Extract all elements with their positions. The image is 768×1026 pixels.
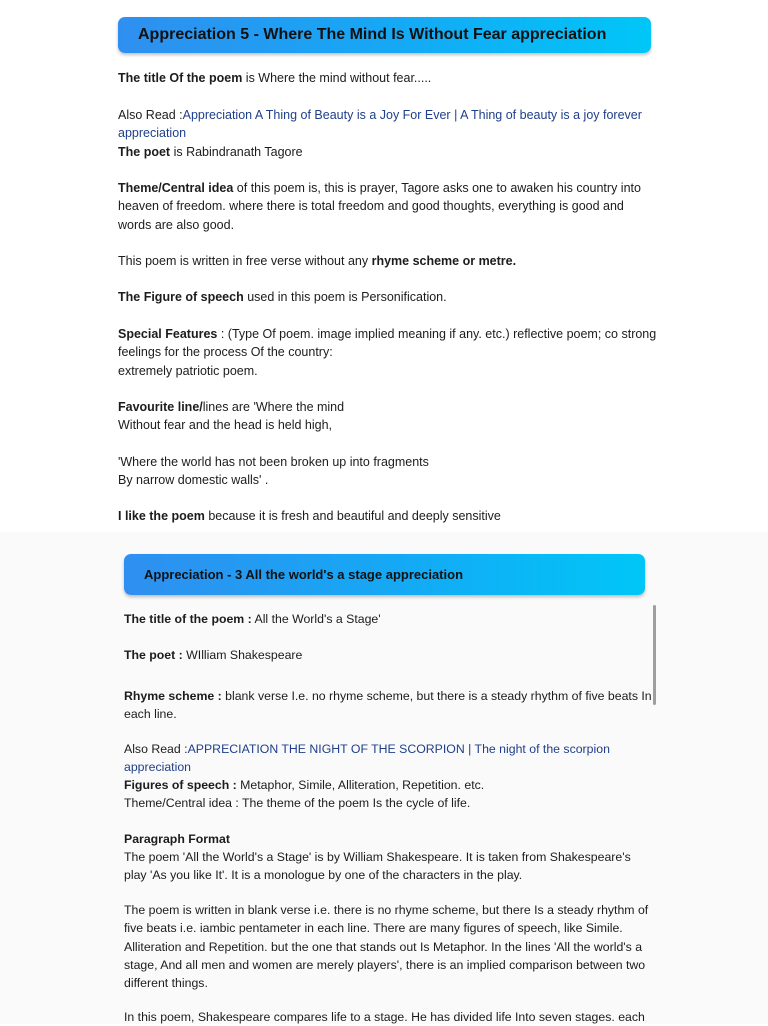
quote-lines: 'Where the world has not been broken up into fragments By narrow domestic walls' . xyxy=(118,455,429,488)
appreciation-3-section xyxy=(0,532,768,1024)
appreciation-5-banner xyxy=(118,17,651,53)
favourite-lines: Favourite line/lines are 'Where the mind Without fear and the head is held high, xyxy=(118,400,345,433)
rhyme-scheme-paragraph: Rhyme scheme : blank verse I.e. no rhyme scheme, but there is a steady rhythm of five beats In each line. xyxy=(124,689,652,722)
like-line: I like the poem because it is fresh and beautiful and deeply sensitive xyxy=(118,509,501,523)
also-read-line: Also Read :APPRECIATION THE NIGHT OF THE SCORPION | The night of the scorpion appreciation xyxy=(124,742,610,775)
appreciation-3-banner xyxy=(124,554,645,595)
theme-paragraph: Theme/Central idea of this poem is, this is prayer, Tagore asks one to awaken his country into heaven of freedom. where there is total freedom and good thoughts, everything is good and words are also good. xyxy=(118,181,641,232)
verse-line: This poem is written in free verse without any rhyme scheme or metre. xyxy=(118,254,517,268)
paragraph-2: The poem is written in blank verse i.e. there is no rhyme scheme, but there Is a steady rhythm of five beats i.e. iambic pentameter in each line. There are many figures of speech, like Simile. Alliteration and Repetition. but the one that stands out Is Metaphor. In the lines 'All the world's a stage, And all men and women are merely players', there is an implied comparison between two different things. xyxy=(124,903,649,991)
poem-title-line: The title Of the poem is Where the mind without fear..... xyxy=(118,71,432,85)
also-read-link[interactable]: Appreciation A Thing of Beauty is a Joy For Ever | A Thing of beauty is a joy forever appreciation xyxy=(118,108,642,141)
also-read-link[interactable]: APPRECIATION THE NIGHT OF THE SCORPION | The night of the scorpion appreciation xyxy=(124,742,610,775)
theme-line: Theme/Central idea : The theme of the poem Is the cycle of life. xyxy=(124,796,471,810)
special-features-paragraph: Special Features : (Type Of poem. image implied meaning if any. etc.) reflective poem; co strong feelings for the process Of the country: extremely patriotic poem. xyxy=(118,327,657,378)
figure-line: The Figure of speech used in this poem is Personification. xyxy=(118,290,447,304)
paragraph-1: The poem 'All the World's a Stage' is by William Shakespeare. It is taken from Shakespeare's play 'As you like It'. It is a monologue by one of the characters in the play. xyxy=(124,850,631,883)
paragraph-3: In this poem, Shakespeare compares life to a stage. He has divided life Into seven stages. each xyxy=(124,1010,645,1024)
also-read-line: Also Read :Appreciation A Thing of Beauty is a Joy For Ever | A Thing of beauty is a joy forever appreciation xyxy=(118,108,642,141)
poet-line: The poet is Rabindranath Tagore xyxy=(118,145,303,159)
figures-line: Figures of speech : Metaphor, Simile, Alliteration, Repetition. etc. xyxy=(124,778,485,792)
banner-title: Appreciation 5 - Where The Mind Is Without Fear appreciation xyxy=(138,26,607,43)
poem-title-line: The title of the poem : All the World's a Stage' xyxy=(124,612,381,626)
paragraph-heading: Paragraph Format xyxy=(124,832,230,846)
banner-title: Appreciation - 3 All the world's a stage appreciation xyxy=(144,567,464,582)
poet-line: The poet : WIlliam Shakespeare xyxy=(124,648,303,662)
